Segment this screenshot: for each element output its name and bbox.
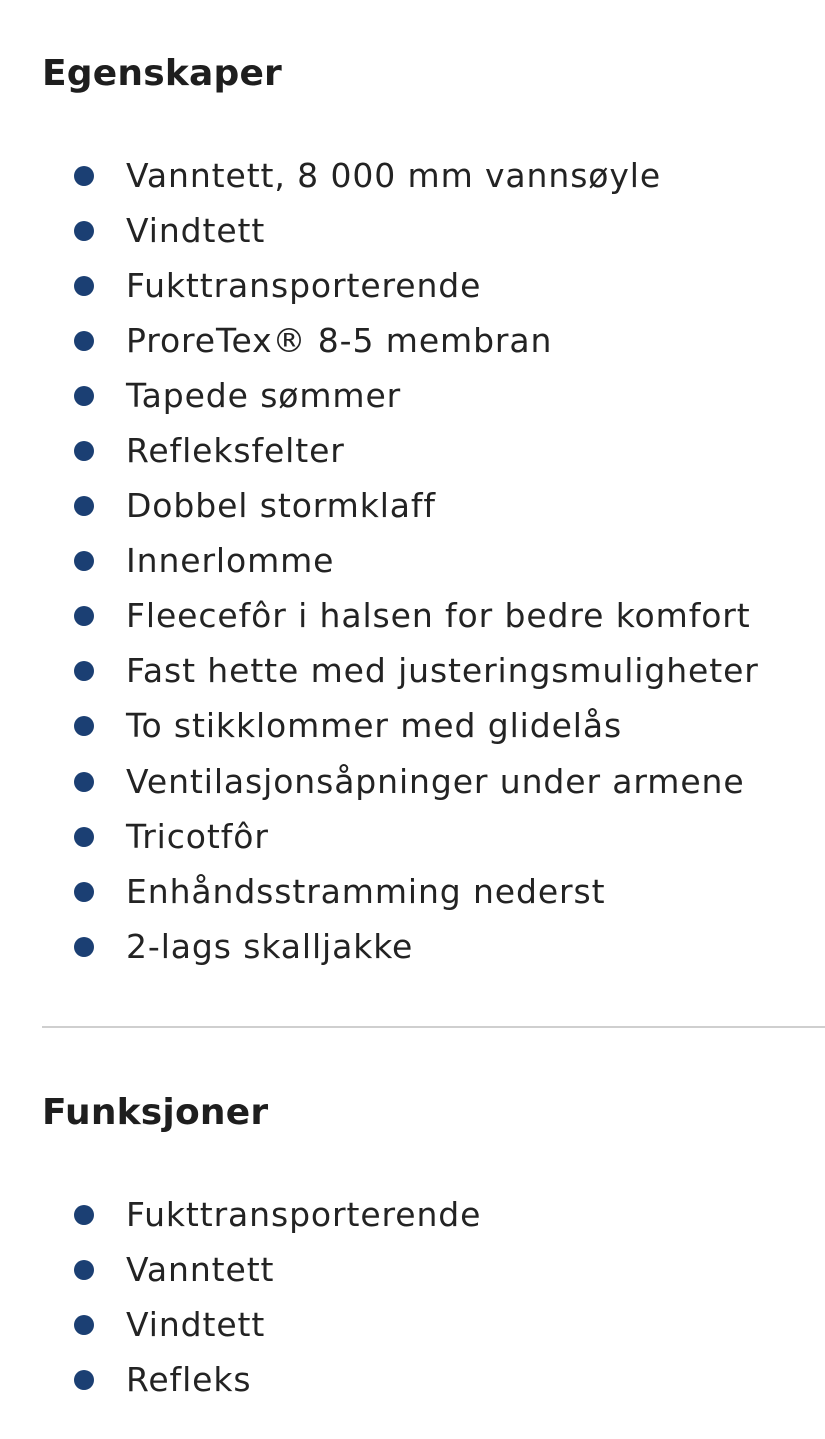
list-item-label: Enhåndsstramming nederst xyxy=(126,871,606,911)
bullet-dot-icon xyxy=(74,166,94,186)
list-item-label: Vanntett xyxy=(126,1249,275,1289)
bullet-dot-icon xyxy=(74,276,94,296)
bullet-dot-icon xyxy=(74,882,94,902)
list-item-label: Tapede sømmer xyxy=(126,375,402,415)
bullet-dot-icon xyxy=(74,1370,94,1390)
bullet-dot-icon xyxy=(74,1260,94,1280)
list-item xyxy=(42,644,825,699)
list-item xyxy=(42,1187,825,1242)
section-divider xyxy=(42,1026,825,1028)
list-item xyxy=(42,534,825,589)
list-item xyxy=(42,809,825,864)
list-item-label: Ventilasjonsåpninger under armene xyxy=(126,761,745,801)
list-item-label: Refleks xyxy=(126,1359,252,1399)
bullet-dot-icon xyxy=(74,221,94,241)
list-item-label: Innerlomme xyxy=(126,541,335,581)
list-item-label: Fukttransporterende xyxy=(126,1194,482,1234)
list-item-label: Dobbel stormklaff xyxy=(126,486,436,526)
list-item xyxy=(42,1242,825,1297)
bullet-dot-icon xyxy=(74,661,94,681)
bullet-dot-icon xyxy=(74,1315,94,1335)
bullet-dot-icon xyxy=(74,551,94,571)
bullet-dot-icon xyxy=(74,331,94,351)
list-item xyxy=(42,368,825,423)
list-item-label: Tricotfôr xyxy=(126,816,269,856)
egenskaper-heading: Egenskaper xyxy=(42,53,283,94)
list-item xyxy=(42,1297,825,1352)
list-item-label: To stikklommer med glidelås xyxy=(126,706,623,746)
list-item xyxy=(42,313,825,368)
list-item xyxy=(42,919,825,974)
list-item-label: Vindtett xyxy=(126,210,266,250)
list-item xyxy=(42,258,825,313)
bullet-dot-icon xyxy=(74,937,94,957)
bullet-dot-icon xyxy=(74,827,94,847)
list-item xyxy=(42,479,825,534)
list-item xyxy=(42,754,825,809)
list-item xyxy=(42,148,825,203)
bullet-dot-icon xyxy=(74,496,94,516)
list-item xyxy=(42,203,825,258)
list-item-label: Vanntett, 8 000 mm vannsøyle xyxy=(126,155,662,195)
funksjoner-heading: Funksjoner xyxy=(42,1092,269,1133)
bullet-dot-icon xyxy=(74,606,94,626)
list-item-label: 2-lags skalljakke xyxy=(126,926,414,966)
bullet-dot-icon xyxy=(74,772,94,792)
list-item-label: Vindtett xyxy=(126,1304,266,1344)
bullet-dot-icon xyxy=(74,386,94,406)
list-item-label: ProreTex® 8-5 membran xyxy=(126,320,553,360)
list-item xyxy=(42,589,825,644)
bullet-dot-icon xyxy=(74,1205,94,1225)
funksjoner-list xyxy=(42,1187,825,1407)
list-item-label: Fukttransporterende xyxy=(126,265,482,305)
egenskaper-list xyxy=(42,148,825,974)
list-item-label: Fleecefôr i halsen for bedre komfort xyxy=(126,596,751,636)
list-item xyxy=(42,864,825,919)
bullet-dot-icon xyxy=(74,716,94,736)
list-item-label: Refleksfelter xyxy=(126,431,345,471)
list-item xyxy=(42,1352,825,1407)
list-item xyxy=(42,699,825,754)
list-item-label: Fast hette med justeringsmuligheter xyxy=(126,651,759,691)
list-item xyxy=(42,423,825,478)
bullet-dot-icon xyxy=(74,441,94,461)
